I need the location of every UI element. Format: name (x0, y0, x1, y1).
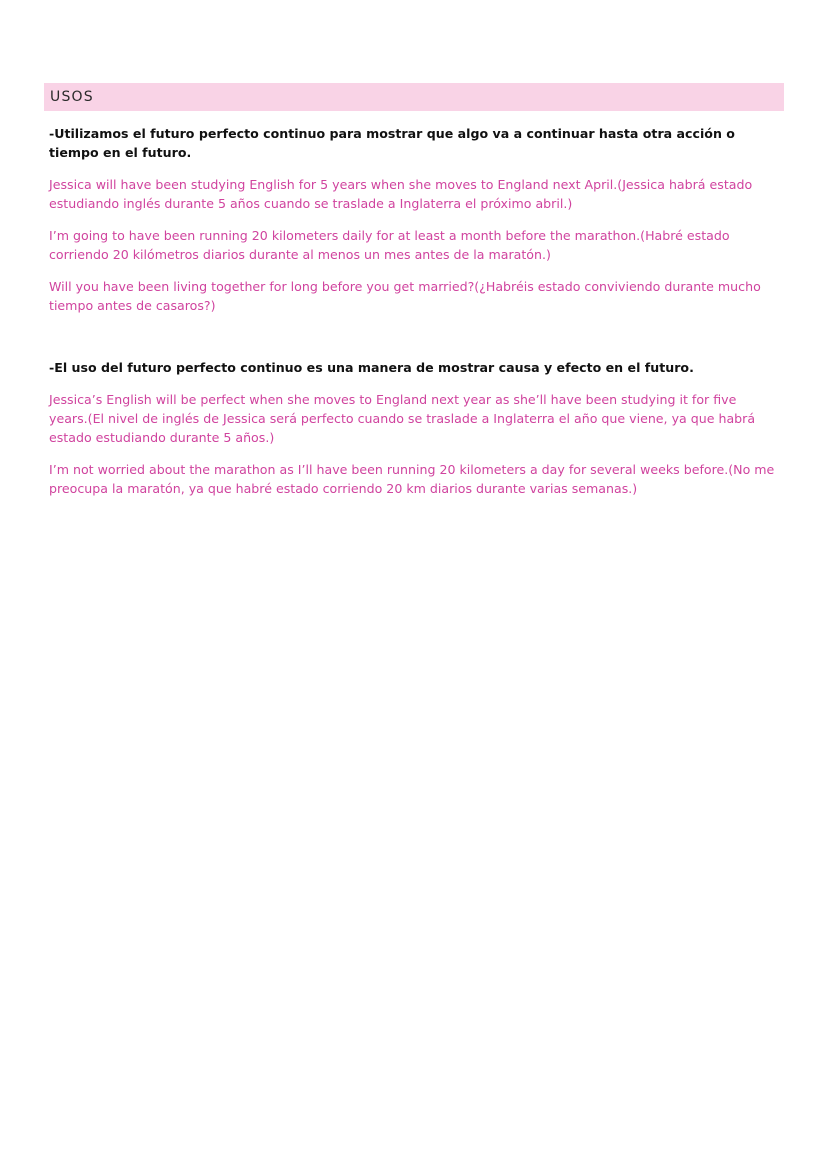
usage-block-1 (49, 124, 779, 315)
example-sentence: Will you have been living together for long before you get married?(¿Habréis estado conviviendo durante mucho tiempo antes de casaros?) (49, 279, 761, 313)
usage-rule-2: -El uso del futuro perfecto continuo es una manera de mostrar causa y efecto en el futuro. (49, 360, 694, 375)
example-sentence: Jessica’s English will be perfect when she moves to England next year as she’ll have been studying it for five years.(El nivel de inglés de Jessica será perfecto cuando se traslade a Inglaterra el año que viene, ya que habrá estado estudiando durante 5 años.) (49, 392, 756, 445)
section-header-usos (44, 83, 784, 111)
example-sentence: I’m not worried about the marathon as I’ll have been running 20 kilometers a day for several weeks before.(No me preocupa la maratón, ya que habré estado corriendo 20 km diarios durante varias semanas.) (49, 462, 775, 496)
usage-rule-1: -Utilizamos el futuro perfecto continuo para mostrar que algo va a continuar hasta otra acción o tiempo en el futuro. (49, 126, 735, 160)
document-content (49, 124, 779, 498)
example-sentence: I’m going to have been running 20 kilometers daily for at least a month before the marathon.(Habré estado corriendo 20 kilómetros diarios durante al menos un mes antes de la maratón.) (49, 228, 730, 262)
example-sentence: Jessica will have been studying English for 5 years when she moves to England next April.(Jessica habrá estado estudiando inglés durante 5 años cuando se traslade a Inglaterra el próximo abril.) (49, 177, 753, 211)
usage-block-2 (49, 358, 779, 498)
section-header-title: USOS (50, 89, 94, 105)
